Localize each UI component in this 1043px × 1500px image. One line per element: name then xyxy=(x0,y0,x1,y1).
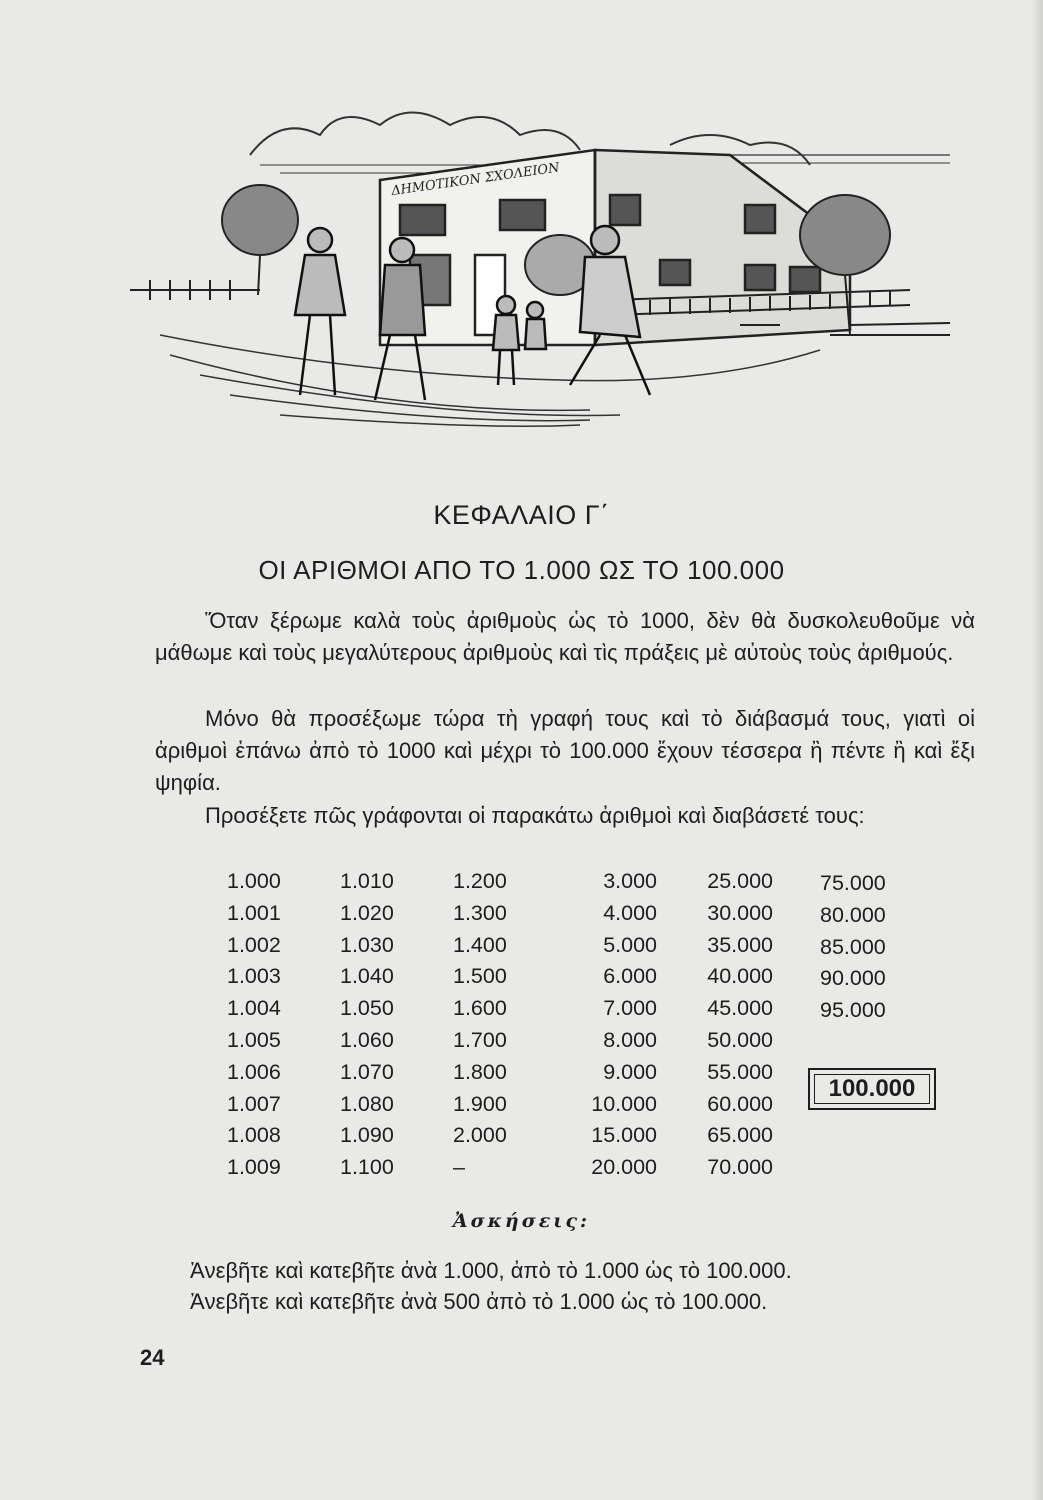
paragraph-1-text: Ὅταν ξέρωμε καλὰ τοὺς ἀριθμοὺς ὡς τὸ 1000, δὲν θὰ δυσκολευθοῦμε νὰ μάθωμε καὶ τοὺς μεγαλύτερους ἀριθμοὺς καὶ τὶς πράξεις μὲ αὐτοὺς τοὺς ἀριθμούς. xyxy=(155,608,975,665)
number-cell: 1.008 xyxy=(227,1123,281,1148)
number-cell: 1.010 xyxy=(340,869,394,893)
paragraph-3 xyxy=(155,800,975,832)
number-cell: 1.005 xyxy=(227,1027,281,1052)
number-column-4 xyxy=(567,866,657,1184)
number-cell: 1.070 xyxy=(340,1059,394,1084)
paragraph-2-text: Μόνο θὰ προσέξωμε τώρα τὴ γραφή τους καὶ τὸ διάβασμά τους, γιατὶ οἱ ἀριθμοὶ ἐπάνω ἀπὸ τὸ 1000 καὶ μέχρι τὸ 100.000 ἔχουν τέσσερα ἢ πέντε ἢ καὶ ἔξι ψηφία. xyxy=(155,706,975,795)
exercise-2: Ἀνεβῆτε καὶ κατεβῆτε ἀνὰ 500 ἀπὸ τὸ 1.000 ὡς τὸ 100.000. xyxy=(190,1289,768,1314)
number-cell: 55.000 xyxy=(707,1059,773,1084)
number-cell: 1.004 xyxy=(227,996,281,1021)
number-cell: 80.000 xyxy=(820,902,886,927)
number-cell: 1.100 xyxy=(340,1155,394,1180)
number-cell: 10.000 xyxy=(591,1091,657,1116)
number-cell: 1.300 xyxy=(453,900,507,925)
number-cell: 25.000 xyxy=(707,869,773,893)
number-cell: – xyxy=(453,1155,465,1180)
page-number: 24 xyxy=(140,1345,165,1370)
number-cell: 40.000 xyxy=(707,964,773,989)
number-cell: 30.000 xyxy=(707,900,773,925)
number-cell: 1.002 xyxy=(227,932,281,957)
number-cell: 1.030 xyxy=(340,932,394,957)
number-cell: 15.000 xyxy=(591,1123,657,1148)
number-cell: 95.000 xyxy=(820,998,886,1023)
number-cell: 2.000 xyxy=(453,1123,507,1148)
section-title: ΟΙ ΑΡΙΘΜΟΙ ΑΠΟ ΤΟ 1.000 ΩΣ ΤΟ 100.000 xyxy=(258,555,785,585)
exercises-title: Ἀσκήσεις: xyxy=(452,1210,591,1232)
number-cell: 1.200 xyxy=(453,869,507,893)
paragraph-3-text: Προσέξετε πῶς γράφονται οἱ παρακάτω ἀριθμοὶ καὶ διαβάσετέ τους: xyxy=(205,803,865,828)
number-cell: 1.000 xyxy=(227,869,281,893)
number-cell: 70.000 xyxy=(707,1155,773,1180)
number-cell: 1.020 xyxy=(340,900,394,925)
number-cell: 1.006 xyxy=(227,1059,281,1084)
number-cell: 50.000 xyxy=(707,1027,773,1052)
number-cell: 1.001 xyxy=(227,900,281,925)
number-cell: 1.400 xyxy=(453,932,507,957)
number-cell: 1.003 xyxy=(227,964,281,989)
number-cell: 75.000 xyxy=(820,871,886,895)
number-column-3 xyxy=(453,866,507,1184)
ground xyxy=(160,335,820,426)
boxed-number-value: 100.000 xyxy=(814,1074,930,1104)
number-cell: 1.500 xyxy=(453,964,507,989)
number-cell: 35.000 xyxy=(707,932,773,957)
number-cell: 90.000 xyxy=(820,966,886,991)
number-cell: 45.000 xyxy=(707,996,773,1021)
number-cell: 1.090 xyxy=(340,1123,394,1148)
number-cell: 8.000 xyxy=(603,1027,657,1052)
number-cell: 85.000 xyxy=(820,934,886,959)
boxed-number xyxy=(808,1068,936,1110)
number-cell: 1.600 xyxy=(453,996,507,1021)
number-cell: 5.000 xyxy=(603,932,657,957)
exercise-1: Ἀνεβῆτε καὶ κατεβῆτε ἀνὰ 1.000, ἀπὸ τὸ 1.000 ὡς τὸ 100.000. xyxy=(190,1258,792,1283)
number-cell: 9.000 xyxy=(603,1059,657,1084)
number-column-2 xyxy=(340,866,394,1184)
number-cell: 1.900 xyxy=(453,1091,507,1116)
paragraph-1 xyxy=(155,605,975,669)
number-column-5 xyxy=(688,866,773,1184)
number-cell: 1.700 xyxy=(453,1027,507,1052)
number-cell: 60.000 xyxy=(707,1091,773,1116)
number-cell: 4.000 xyxy=(603,900,657,925)
number-cell: 6.000 xyxy=(603,964,657,989)
school-illustration xyxy=(130,95,950,435)
school-sign: ΔΗΜΟΤΙΚΟΝ ΣΧΟΛΕΙΟΝ xyxy=(390,160,561,199)
number-cell: 1.050 xyxy=(340,996,394,1021)
number-cell: 1.009 xyxy=(227,1155,281,1180)
number-cell: 1.800 xyxy=(453,1059,507,1084)
paragraph-2 xyxy=(155,703,975,799)
number-cell: 7.000 xyxy=(603,996,657,1021)
number-cell: 3.000 xyxy=(603,869,657,893)
number-cell: 65.000 xyxy=(707,1123,773,1148)
number-cell: 1.060 xyxy=(340,1027,394,1052)
chapter-title: ΚΕΦΑΛΑΙΟ Γ΄ xyxy=(433,500,610,530)
page-edge xyxy=(1031,0,1043,1500)
number-cell: 1.080 xyxy=(340,1091,394,1116)
number-column-1 xyxy=(227,866,281,1184)
number-cell: 20.000 xyxy=(591,1155,657,1180)
number-column-6 xyxy=(820,868,886,1027)
number-cell: 1.007 xyxy=(227,1091,281,1116)
number-cell: 1.040 xyxy=(340,964,394,989)
